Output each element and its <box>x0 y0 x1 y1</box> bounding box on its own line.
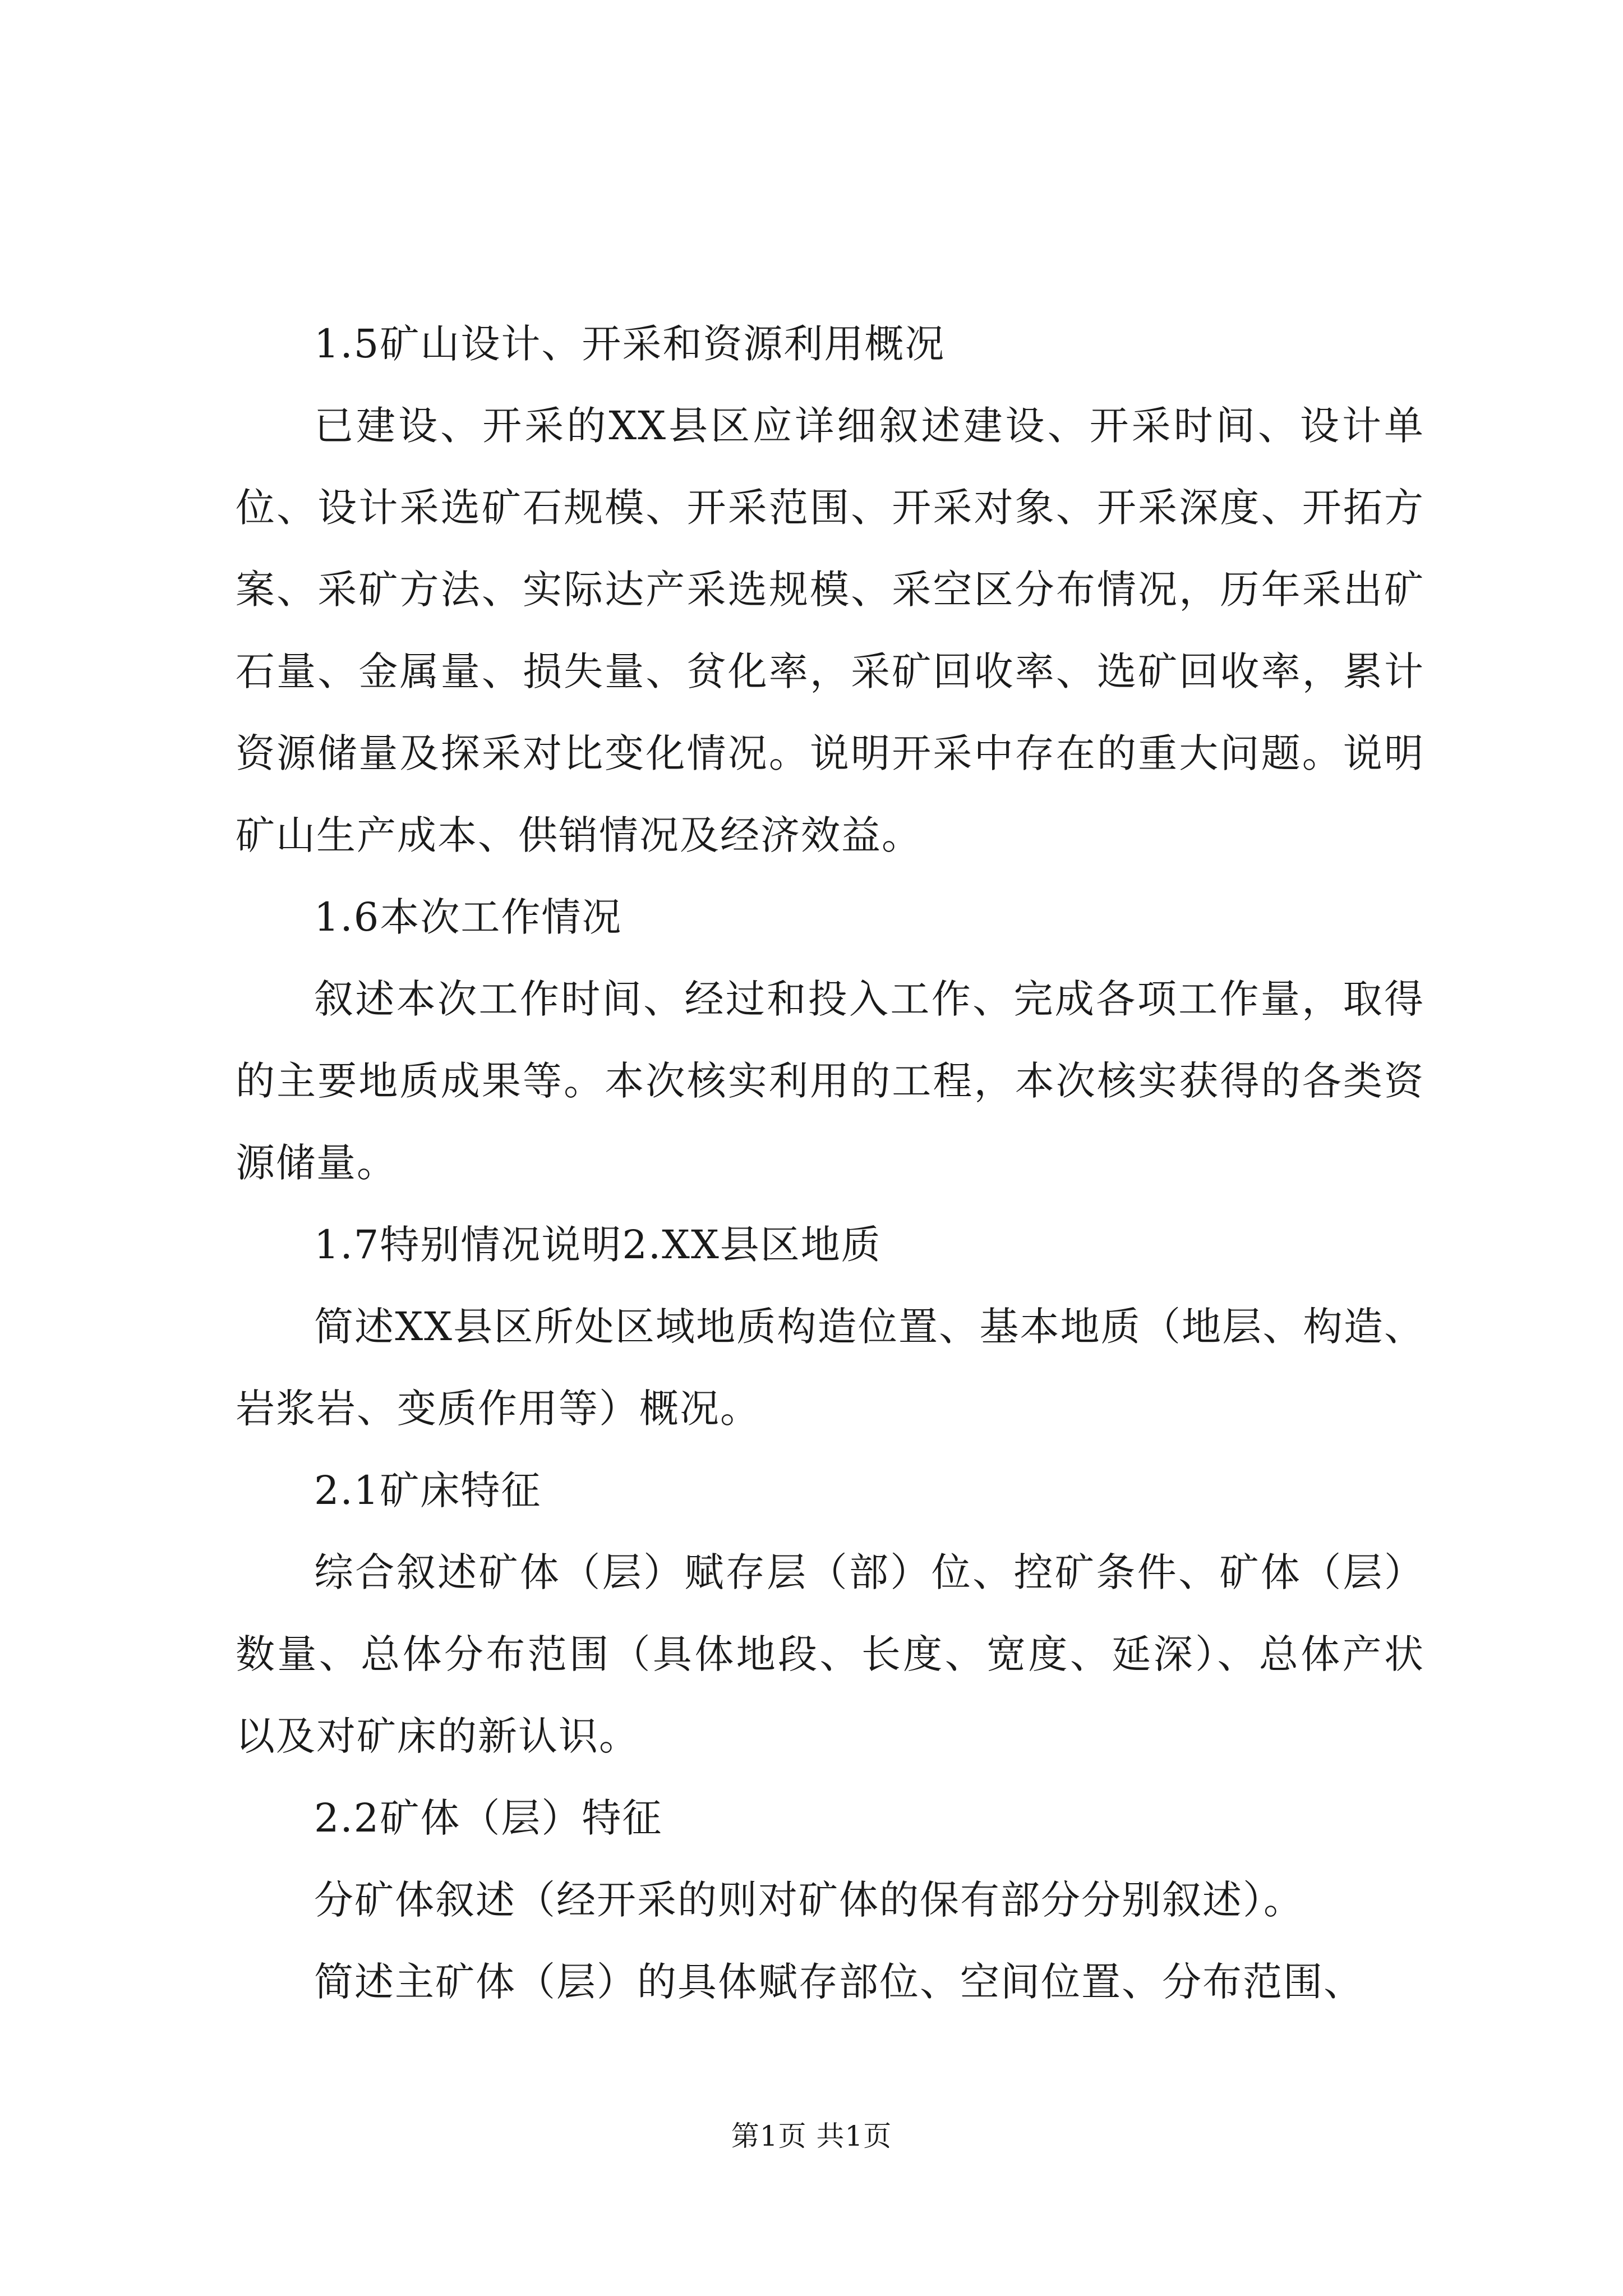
section-heading-2-2: 2.2矿体（层）特征 <box>314 1795 663 1841</box>
body-paragraph: 综合叙述矿体（层）赋存层（部）位、控矿条件、矿体（层）数量、总体分布范围（具体地段、长度、宽度、延深）、总体产状以及对矿床的新认识。 <box>236 1549 1424 1759</box>
body-paragraph: 已建设、开采的XX县区应详细叙述建设、开采时间、设计单位、设计采选矿石规模、开采范围、开采对象、开采深度、开拓方案、采矿方法、实际达产采选规模、采空区分布情况，历年采出矿石量、金属量、损失量、贫化率，采矿回收率、选矿回收率，累计资源储量及探采对比变化情况。说明开采中存在的重大问题。说明矿山生产成本、供销情况及经济效益。 <box>236 403 1424 858</box>
body-paragraph: 简述主矿体（层）的具体赋存部位、空间位置、分布范围、 <box>314 1959 1364 2005</box>
body-paragraph: 简述XX县区所处区域地质构造位置、基本地质（地层、构造、岩浆岩、变质作用等）概况。 <box>236 1304 1424 1432</box>
section-heading-1-6: 1.6本次工作情况 <box>314 894 623 940</box>
document-body <box>236 303 1424 2023</box>
page-footer: 第1页 共1页 <box>731 2120 892 2152</box>
section-heading-1-7: 1.7特别情况说明2.XX县区地质 <box>314 1222 882 1268</box>
body-paragraph: 叙述本次工作时间、经过和投入工作、完成各项工作量，取得的主要地质成果等。本次核实利用的工程，本次核实获得的各类资源储量。 <box>236 976 1424 1186</box>
section-heading-2-1: 2.1矿床特征 <box>314 1467 542 1513</box>
section-heading-1-5: 1.5矿山设计、开采和资源利用概况 <box>314 321 946 367</box>
body-paragraph: 分矿体叙述（经开采的则对矿体的保有部分分别叙述）。 <box>314 1877 1304 1923</box>
